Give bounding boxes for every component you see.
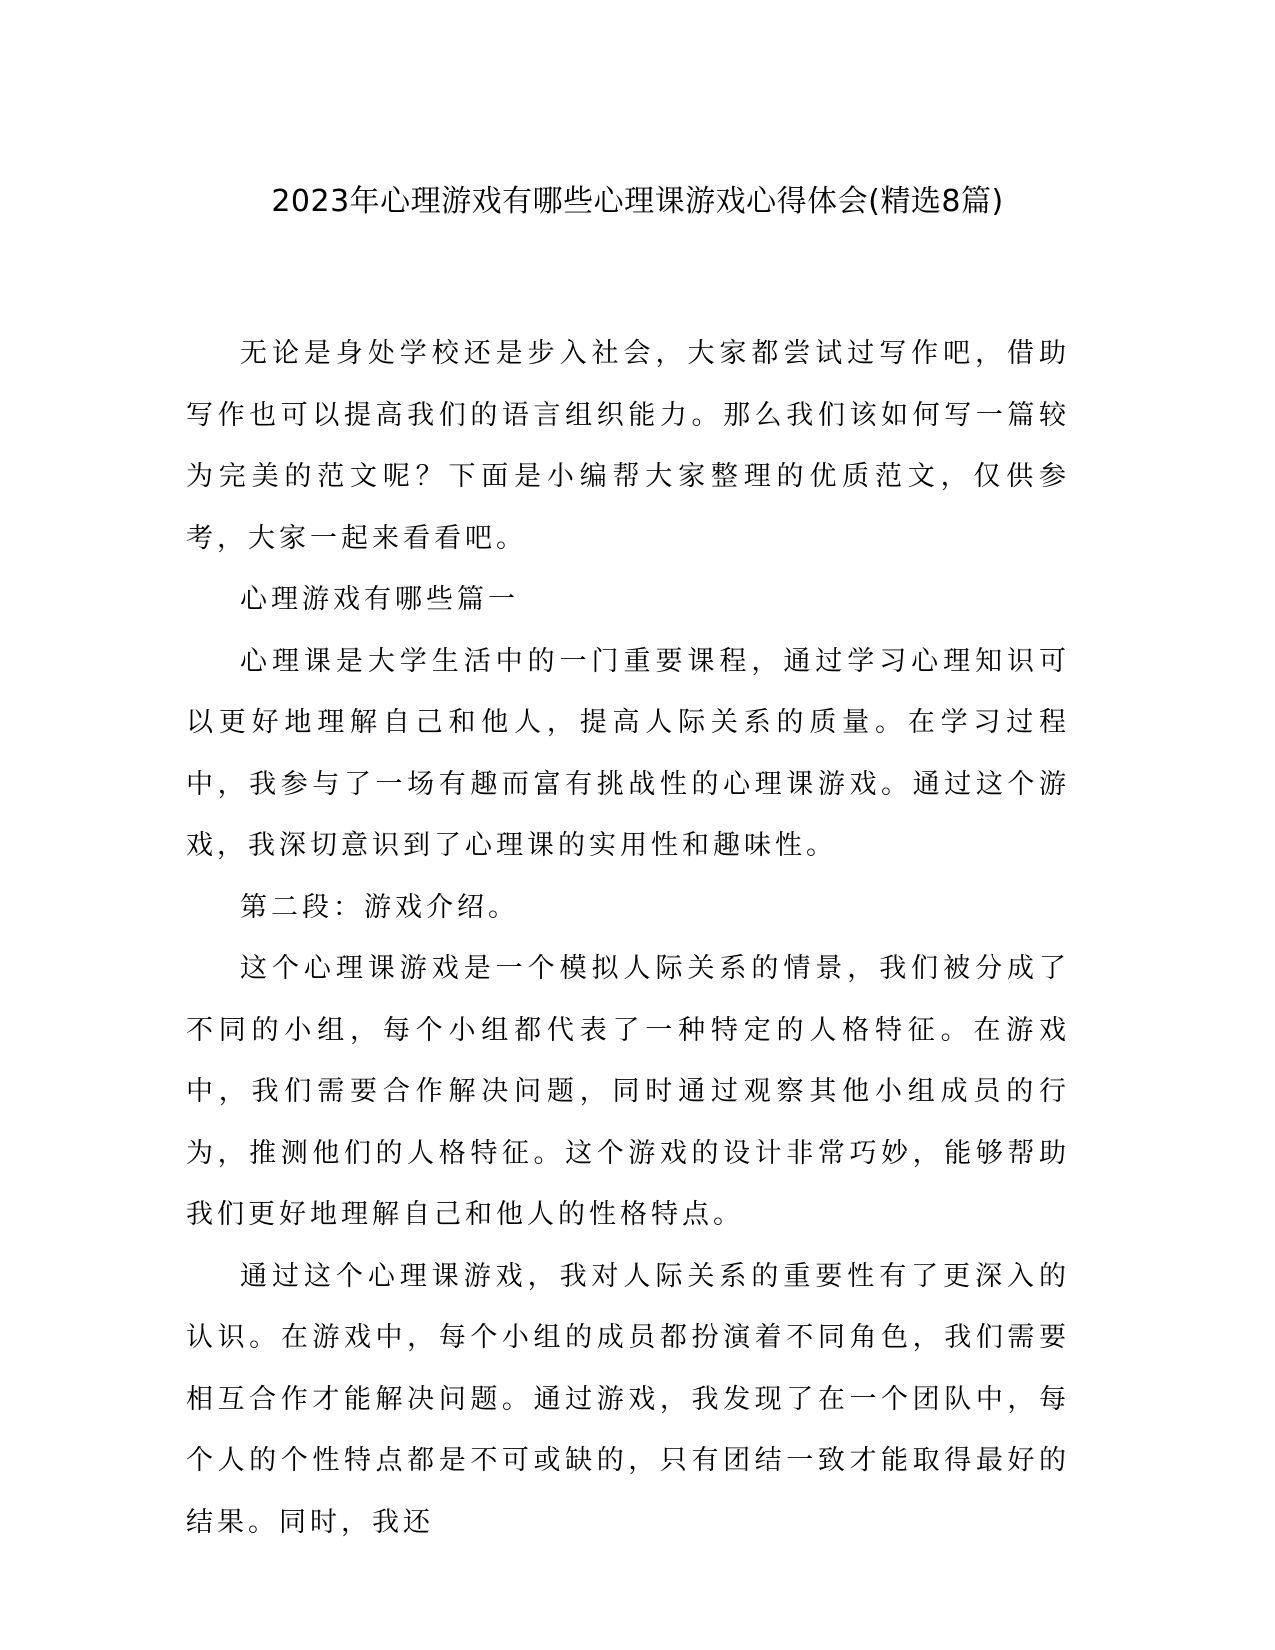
body-paragraph: 心理课是大学生活中的一门重要课程，通过学习心理知识可以更好地理解自己和他人，提高人际关系的质量。在学习过程中，我参与了一场有趣而富有挑战性的心理课游戏。通过这个游戏，我深切意识到了心理课的实用性和趣味性。 xyxy=(186,645,1070,861)
section-heading: 心理游戏有哪些篇一 xyxy=(240,584,519,615)
body-paragraph: 通过这个心理课游戏，我对人际关系的重要性有了更深入的认识。在游戏中，每个小组的成员都扮演着不同角色，我们需要相互合作才能解决问题。通过游戏，我发现了在一个团队中，每个人的个性特点都是不可或缺的，只有团结一致才能取得最好的结果。同时，我还 xyxy=(186,1260,1070,1538)
document-title: 2023年心理游戏有哪些心理课游戏心得体会(精选8篇) xyxy=(271,184,1004,219)
document-body xyxy=(186,323,1070,1553)
subsection-heading: 第二段：游戏介绍。 xyxy=(240,891,519,923)
intro-paragraph: 无论是身处学校还是步入社会，大家都尝试过写作吧，借助写作也可以提高我们的语言组织能力。那么我们该如何写一篇较为完美的范文呢？下面是小编帮大家整理的优质范文，仅供参考，大家一起来看看吧。 xyxy=(186,338,1070,554)
body-paragraph: 这个心理课游戏是一个模拟人际关系的情景，我们被分成了不同的小组，每个小组都代表了一种特定的人格特征。在游戏中，我们需要合作解决问题，同时通过观察其他小组成员的行为，推测他们的人格特征。这个游戏的设计非常巧妙，能够帮助我们更好地理解自己和他人的性格特点。 xyxy=(186,953,1070,1230)
